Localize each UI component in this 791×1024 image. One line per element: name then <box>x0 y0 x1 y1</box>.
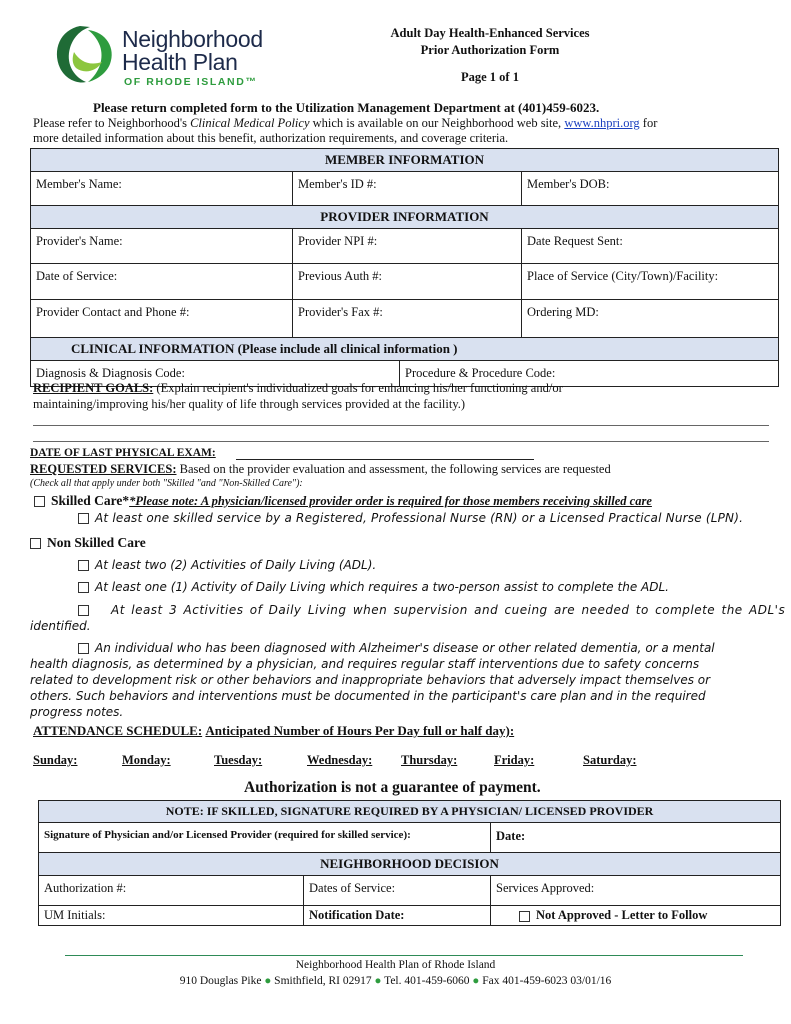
notification-date-field[interactable]: Notification Date: <box>304 906 491 926</box>
skilled-item-checkbox[interactable] <box>78 513 89 524</box>
logo-text-line3: OF RHODE ISLAND™ <box>124 76 258 88</box>
goals-answer-line-2[interactable] <box>33 441 769 442</box>
attendance-label: ATTENDANCE SCHEDULE: <box>33 723 203 738</box>
skilled-care-row <box>34 493 652 509</box>
footer-fax: Fax 401-459-6023 03/01/16 <box>482 975 612 987</box>
provider-name-field[interactable]: Provider's Name: <box>31 229 293 264</box>
ns-item4-row <box>78 641 715 655</box>
ns-item2-checkbox[interactable] <box>78 582 89 593</box>
return-instruction: Please return completed form to the Utilization Management Department at (401)459-6023. <box>93 100 600 115</box>
member-id-field[interactable]: Member's ID #: <box>293 172 522 206</box>
ns-item3-row <box>78 603 785 617</box>
footer-street: 910 Douglas Pike <box>179 975 262 987</box>
skilled-item-row <box>78 511 743 525</box>
attendance-schedule <box>33 723 514 739</box>
bullet-icon: ● <box>472 975 480 987</box>
ns-item4-checkbox[interactable] <box>78 643 89 654</box>
ns-item4-text-line2: health diagnosis, as determined by a physician, and requires regular staff interventions due to safety concerns <box>30 657 700 671</box>
place-of-service-field[interactable]: Place of Service (City/Town)/Facility: <box>522 264 779 300</box>
ns-item3-text-line2: identified. <box>30 619 91 633</box>
requested-services-text: Based on the provider evaluation and assessment, the following services are requested <box>176 462 611 476</box>
neighborhood-logo <box>50 20 290 90</box>
skilled-item-text: At least one skilled service by a Registered, Professional Nurse (RN) or a Licensed Practical Nurse (LPN). <box>95 511 744 525</box>
non-skilled-care-checkbox[interactable] <box>30 538 41 549</box>
policy-reference-line2: more detailed information about this benefit, authorization requirements, and coverage criteria. <box>33 131 509 145</box>
policy-text-a: Please refer to Neighborhood's <box>33 116 191 130</box>
diagnosis-field[interactable]: Diagnosis & Diagnosis Code: <box>31 361 400 387</box>
last-physical-exam-label: DATE OF LAST PHYSICAL EXAM: <box>30 447 216 459</box>
day-monday[interactable]: Monday: <box>122 753 171 767</box>
ns-item1-row <box>78 558 376 572</box>
provider-info-heading: PROVIDER INFORMATION <box>31 206 779 229</box>
day-saturday[interactable]: Saturday: <box>583 753 637 767</box>
date-of-service-field[interactable]: Date of Service: <box>31 264 293 300</box>
logo-text-line1: Neighborhood <box>122 26 263 52</box>
provider-contact-field[interactable]: Provider Contact and Phone #: <box>31 300 293 338</box>
recipient-goals-line2: maintaining/improving his/her quality of life through services provided at the facility.) <box>33 397 466 411</box>
um-initials-field[interactable]: UM Initials: <box>39 906 304 926</box>
last-physical-exam-input[interactable] <box>236 459 534 460</box>
dates-of-service-field[interactable]: Dates of Service: <box>304 876 491 906</box>
footer-phone: Tel. 401-459-6060 <box>384 975 470 987</box>
day-tuesday[interactable]: Tuesday: <box>214 753 263 767</box>
non-skilled-care-label: Non Skilled Care <box>47 535 146 550</box>
ns-item3-text: At least 3 Activities of Daily Living when supervision and cueing are needed to complete the ADL's <box>111 603 786 617</box>
footer-organization: Neighborhood Health Plan of Rhode Island <box>295 959 496 971</box>
ordering-md-field[interactable]: Ordering MD: <box>522 300 779 338</box>
form-title: Adult Day Health-Enhanced Services <box>390 26 590 40</box>
ns-item4-text-line4: others. Such behaviors and interventions must be documented in the participant's care plan and in the required <box>30 689 706 703</box>
not-approved-label: Not Approved - Letter to Follow <box>536 908 708 922</box>
member-dob-field[interactable]: Member's DOB: <box>522 172 779 206</box>
policy-reference <box>33 116 657 131</box>
ns-item4-text: An individual who has been diagnosed with Alzheimer's disease or other related dementia, or a mental <box>95 641 715 655</box>
services-approved-field[interactable]: Services Approved: <box>491 876 781 906</box>
website-link[interactable]: www.nhpri.org <box>564 116 640 130</box>
check-all-note: (Check all that apply under both "Skilled "and "Non-Skilled Care"): <box>30 478 303 489</box>
bullet-icon: ● <box>264 975 272 987</box>
procedure-field[interactable]: Procedure & Procedure Code: <box>400 361 779 387</box>
member-provider-table <box>30 148 779 387</box>
form-subtitle: Prior Authorization Form <box>420 43 560 57</box>
day-thursday[interactable]: Thursday: <box>401 753 458 767</box>
signature-decision-table <box>38 800 781 926</box>
policy-name: Clinical Medical Policy <box>190 116 310 130</box>
signature-heading: NOTE: IF SKILLED, SIGNATURE REQUIRED BY A PHYSICIAN/ LICENSED PROVIDER <box>39 801 781 823</box>
decision-heading: NEIGHBORHOOD DECISION <box>39 853 781 876</box>
ns-item4-text-line5: progress notes. <box>30 705 124 719</box>
bullet-icon: ● <box>374 975 382 987</box>
date-request-sent-field[interactable]: Date Request Sent: <box>522 229 779 264</box>
provider-fax-field[interactable]: Provider's Fax #: <box>293 300 522 338</box>
non-skilled-care-row <box>30 535 146 551</box>
day-sunday[interactable]: Sunday: <box>33 753 78 767</box>
logo-mark-icon <box>50 22 122 88</box>
ns-item1-checkbox[interactable] <box>78 560 89 571</box>
ns-item2-text: At least one (1) Activity of Daily Living which requires a two-person assist to complete the ADL. <box>95 580 669 594</box>
authorization-number-field[interactable]: Authorization #: <box>39 876 304 906</box>
page-number: Page 1 of 1 <box>461 70 519 84</box>
ns-item2-row <box>78 580 669 594</box>
policy-text-b: which is available on our Neighborhood web site, <box>309 116 565 130</box>
policy-text-c: for <box>639 116 658 130</box>
footer-address <box>0 975 791 987</box>
provider-npi-field[interactable]: Provider NPI #: <box>293 229 522 264</box>
recipient-goals-text: (Explain recipient's individualized goals for enhancing his/her functioning and/or <box>153 381 563 395</box>
ns-item3-checkbox[interactable] <box>78 605 89 616</box>
skilled-care-checkbox[interactable] <box>34 496 45 507</box>
physician-signature-field[interactable]: Signature of Physician and/or Licensed Provider (required for skilled service): <box>39 823 491 853</box>
not-approved-checkbox[interactable] <box>519 911 530 922</box>
skilled-care-label: Skilled Care* <box>51 493 130 508</box>
previous-auth-field[interactable]: Previous Auth #: <box>293 264 522 300</box>
payment-guarantee-notice: Authorization is not a guarantee of payment. <box>244 779 541 796</box>
ns-item4-text-line3: related to development risk or other behaviors and inappropriate behaviors that adversely impact themselves or <box>30 673 711 687</box>
skilled-care-note: *Please note: A physician/licensed provider order is required for those members receiving skilled care <box>129 494 652 508</box>
clinical-info-heading: CLINICAL INFORMATION (Please include all clinical information ) <box>31 338 779 361</box>
recipient-goals-label: RECIPIENT GOALS: <box>33 381 154 395</box>
day-wednesday[interactable]: Wednesday: <box>307 753 373 767</box>
recipient-goals <box>33 381 563 396</box>
logo-text-line2: Health Plan <box>122 49 238 75</box>
requested-services <box>30 462 611 477</box>
signature-date-field[interactable]: Date: <box>491 823 781 853</box>
member-name-field[interactable]: Member's Name: <box>31 172 293 206</box>
day-friday[interactable]: Friday: <box>494 753 535 767</box>
requested-services-label: REQUESTED SERVICES: <box>30 462 177 476</box>
ns-item1-text: At least two (2) Activities of Daily Living (ADL). <box>95 558 377 572</box>
footer-divider <box>65 955 743 956</box>
footer-city: Smithfield, RI 02917 <box>274 975 372 987</box>
member-info-heading: MEMBER INFORMATION <box>31 149 779 172</box>
goals-answer-line-1[interactable] <box>33 425 769 426</box>
not-approved-option <box>491 906 781 926</box>
attendance-text: Anticipated Number of Hours Per Day full or half day): <box>205 723 515 738</box>
